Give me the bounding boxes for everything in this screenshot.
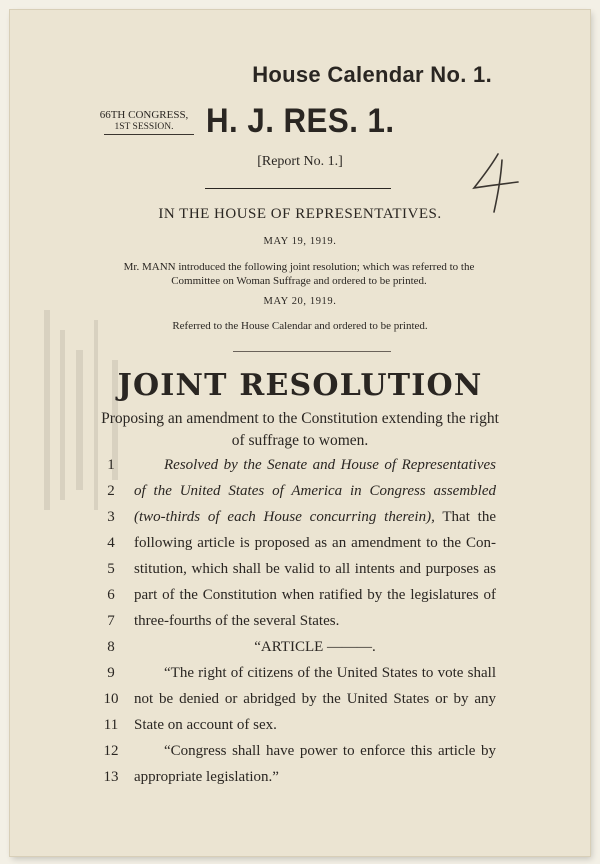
line-number: 3 (107, 509, 115, 525)
referral-text: Referred to the House Calendar and ordered to be printed. (172, 320, 428, 332)
line-text: stitution, which shall be valid to all intents and purposes as (134, 561, 496, 577)
session-number: 1ST SESSION. (114, 122, 174, 132)
line-number: 13 (103, 769, 119, 785)
introduction-text: Mr. MANN introduced the following joint resolution; which was referred to the Committee on Woman Suffrage and ordered to be printed. (123, 261, 475, 287)
introduction-date: MAY 19, 1919. (263, 236, 337, 247)
text-line (0, 583, 600, 607)
line-number: 7 (107, 613, 115, 629)
bill-number: H. J. RES. 1. (206, 102, 395, 140)
line-text: Resolved by the Senate and House of Representatives (164, 457, 496, 473)
text-line (0, 661, 600, 685)
text-line (0, 557, 600, 581)
report-text: [Report No. 1.] (257, 154, 343, 169)
line-number: 1 (107, 457, 115, 473)
line-number: 5 (107, 561, 115, 577)
line-text-italic: (two-thirds of each House concurring therein), (134, 509, 435, 525)
line-text (134, 505, 496, 529)
header-divider (205, 188, 391, 189)
line-text: “ARTICLE ———. (254, 639, 376, 655)
line-text: part of the Constitution when ratified by the legislatures of (134, 587, 496, 603)
line-text: “Congress shall have power to enforce this article by (164, 743, 496, 759)
line-text: following article is proposed as an amendment to the Con- (134, 535, 496, 551)
line-text: “The right of citizens of the United States to vote shall (164, 665, 496, 681)
chamber-heading: IN THE HOUSE OF REPRESENTATIVES. (158, 206, 442, 222)
line-number: 2 (107, 483, 115, 499)
text-line (0, 609, 600, 633)
line-text: appropriate legislation.” (134, 769, 279, 785)
congress-session (96, 109, 192, 133)
document-title: JOINT RESOLUTION (117, 368, 483, 403)
calendar-title: House Calendar No. 1. (252, 62, 492, 87)
text-line (0, 479, 600, 503)
congress-underline (104, 134, 194, 135)
text-line (0, 739, 600, 763)
section-divider (233, 351, 391, 352)
text-line (0, 453, 600, 477)
line-text: three-fourths of the several States. (134, 613, 340, 629)
line-number: 6 (107, 587, 115, 603)
resolution-purpose: Proposing an amendment to the Constitution extending the right of suffrage to women. (101, 410, 499, 449)
line-number: 11 (103, 717, 119, 733)
text-line (0, 687, 600, 711)
text-line (0, 765, 600, 789)
line-text: not be denied or abridged by the United States or by any (134, 691, 496, 707)
referral-date: MAY 20, 1919. (263, 296, 337, 307)
line-number: 9 (107, 665, 115, 681)
line-text-roman: That the (434, 509, 496, 525)
congress-number: 66TH CONGRESS, (99, 109, 189, 121)
text-line (0, 505, 600, 529)
text-line (0, 635, 600, 659)
line-text: State on account of sex. (134, 717, 277, 733)
line-number: 8 (107, 639, 115, 655)
line-number: 10 (103, 691, 119, 707)
text-line (0, 713, 600, 737)
line-number: 4 (107, 535, 115, 551)
text-line (0, 531, 600, 555)
line-text: of the United States of America in Congress assembled (134, 483, 496, 499)
line-number: 12 (103, 743, 119, 759)
